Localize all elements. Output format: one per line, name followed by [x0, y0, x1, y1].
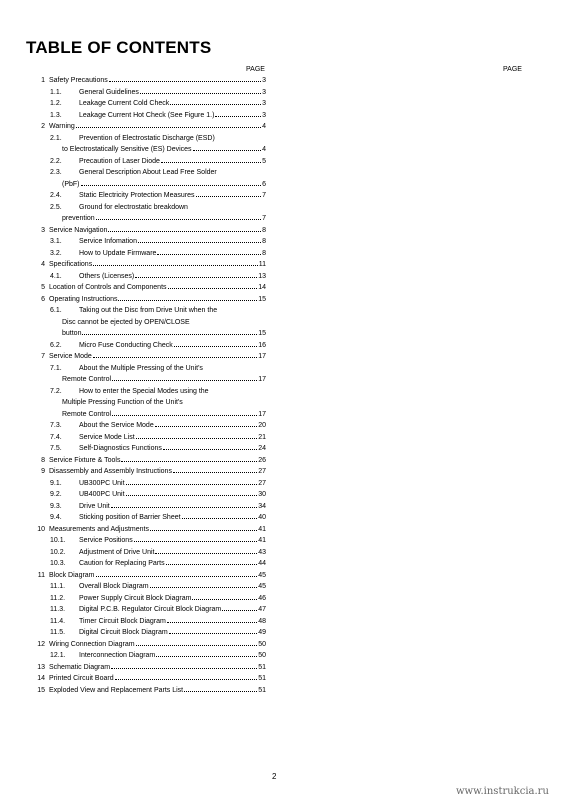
- toc-entry[interactable]: [26, 374, 266, 386]
- toc-entry-number: 3.2.: [50, 249, 62, 257]
- toc-entry-label: Taking out the Disc from Drive Unit when the: [79, 307, 218, 314]
- toc-entry[interactable]: [26, 317, 266, 329]
- toc-dot-leader: [155, 553, 257, 554]
- toc-entry-number: 1.3.: [50, 111, 62, 119]
- toc-entry-number: 2: [41, 123, 45, 130]
- toc-entry-number: 7: [41, 353, 45, 360]
- toc-entry[interactable]: [26, 604, 266, 616]
- toc-entry-page: 8: [262, 249, 266, 257]
- toc-dot-leader: [157, 254, 261, 255]
- toc-entry-number: 9.2.: [50, 491, 62, 498]
- toc-entry-label: Sticking position of Barrier Sheet: [79, 514, 181, 521]
- toc-entry-number: 7.5.: [50, 445, 62, 452]
- toc-entry-label: Caution for Replacing Parts: [79, 560, 165, 567]
- toc-entry-page: 11: [258, 261, 266, 268]
- toc-entry-number: 6.2.: [50, 341, 62, 349]
- toc-entry-label: Service Infomation: [79, 238, 137, 245]
- toc-entry-number: 11.4.: [50, 617, 66, 625]
- toc-entry-page: 30: [258, 491, 266, 498]
- toc-entry-label: Printed Circuit Board: [49, 675, 114, 682]
- toc-entry-number: 12.1.: [50, 652, 66, 659]
- toc-dot-leader: [111, 507, 257, 508]
- toc-entry-page: 7: [262, 192, 266, 199]
- toc-entry-page: 15: [258, 330, 266, 337]
- toc-entry-number: 5: [41, 284, 45, 291]
- toc-entry[interactable]: [26, 110, 266, 122]
- toc-entry-label: Micro Fuse Conducting Check: [79, 341, 173, 349]
- toc-dot-leader: [174, 346, 257, 347]
- toc-entry-label: Overall Block Diagram: [79, 583, 149, 590]
- toc-dot-leader: [163, 449, 257, 450]
- toc-entry-number: 2.5.: [50, 203, 62, 211]
- toc-entry-page: 8: [262, 238, 266, 245]
- toc-entry-page: 20: [258, 422, 266, 429]
- toc-entry-number: 13: [37, 663, 45, 671]
- toc-entry-page: 40: [258, 514, 266, 521]
- toc-entry-label: Ground for electrostatic breakdown: [79, 203, 188, 211]
- toc-entry-number: 10.3.: [50, 560, 66, 567]
- toc-entry[interactable]: [26, 535, 266, 547]
- toc-dot-leader: [169, 633, 258, 634]
- toc-entry-label: Power Supply Circuit Block Diagram: [79, 594, 192, 602]
- toc-entry-number: 9.1.: [50, 479, 62, 487]
- toc-entry[interactable]: [26, 236, 266, 248]
- toc-entry-number: 10.2.: [50, 548, 66, 556]
- toc-entry-page: 4: [262, 146, 266, 153]
- toc-entry[interactable]: [26, 627, 266, 639]
- toc-entry-label: Service Positions: [79, 537, 133, 544]
- toc-entry[interactable]: [26, 156, 266, 168]
- toc-entry-label: Safety Precautions: [49, 77, 108, 84]
- toc-entry-page: 45: [258, 571, 266, 579]
- toc-entry[interactable]: [26, 432, 266, 444]
- toc-entry-label: UB400PC Unit: [79, 491, 125, 498]
- toc-entry-page: 17: [258, 376, 266, 383]
- toc-entry-page: 27: [258, 479, 266, 487]
- toc-entry-label: General Description About Lead Free Solder: [79, 169, 217, 176]
- toc-entry-number: 11.3.: [50, 606, 66, 613]
- toc-entry[interactable]: [26, 87, 266, 99]
- toc-dot-leader: [140, 93, 261, 94]
- toc-entry-label: Leakage Current Cold Check: [79, 100, 170, 107]
- toc-dot-leader: [150, 587, 258, 588]
- toc-entry-label: Warning: [49, 123, 75, 130]
- toc-entry-page: 3: [262, 100, 266, 107]
- toc-dot-leader: [168, 288, 258, 289]
- toc-dot-leader: [121, 461, 257, 462]
- toc-entry[interactable]: [26, 98, 266, 110]
- toc-entry[interactable]: [26, 179, 266, 191]
- toc-dot-leader: [93, 265, 258, 266]
- toc-entry-label: to Electrostatically Sensitive (ES) Devices: [62, 146, 192, 153]
- toc-dot-leader: [112, 380, 257, 381]
- toc-entry[interactable]: [26, 328, 266, 340]
- toc-entry[interactable]: [26, 501, 266, 513]
- toc-dot-leader: [109, 81, 261, 82]
- toc-dot-leader: [173, 472, 257, 473]
- toc-entry-label: How to Update Firmware: [79, 249, 157, 257]
- toc-entry-number: 10: [37, 525, 45, 533]
- toc-entry-number: 6.1.: [50, 307, 62, 314]
- toc-dot-leader: [150, 530, 257, 531]
- toc-entry-page: 6: [262, 180, 266, 188]
- toc-dot-leader: [118, 300, 257, 301]
- toc-entry-number: 6: [41, 295, 45, 303]
- toc-entry-label: Service Navigation: [49, 226, 108, 234]
- toc-entry-number: 10.1.: [50, 537, 66, 544]
- toc-entry-page: 4: [262, 123, 266, 130]
- toc-entry-label: Others (Licenses): [79, 272, 135, 280]
- toc-entry-label: Schematic Diagram: [49, 663, 111, 671]
- toc-entry[interactable]: [26, 443, 266, 455]
- toc-entry-label: (PbF): [62, 180, 80, 188]
- toc-entry[interactable]: [26, 524, 266, 536]
- toc-entry-label: UB300PC Unit: [79, 479, 125, 487]
- toc-entry-label: Service Mode List: [79, 433, 135, 441]
- toc-entry-number: 3: [41, 226, 45, 234]
- toc-entry-label: button: [62, 330, 82, 337]
- page-column-header-left: PAGE: [246, 66, 265, 73]
- toc-entry-label: Timer Circuit Block Diagram: [79, 617, 166, 625]
- toc-entry-label: Service Mode: [49, 353, 92, 360]
- toc-dot-leader: [108, 231, 261, 232]
- toc-entry-label: Prevention of Electrostatic Discharge (ESD): [79, 134, 215, 142]
- toc-entry[interactable]: [26, 593, 266, 605]
- toc-entry-page: 17: [258, 353, 266, 360]
- toc-entry[interactable]: [26, 616, 266, 628]
- toc-dot-leader: [81, 185, 262, 186]
- toc-entry-number: 7.3.: [50, 422, 62, 429]
- toc-dot-leader: [135, 277, 257, 278]
- page-column-header-right: PAGE: [503, 66, 522, 73]
- toc-dot-leader: [136, 438, 258, 439]
- toc-entry[interactable]: [26, 305, 266, 317]
- toc-entry-number: 2.3.: [50, 169, 62, 176]
- toc-entry-number: 7.2.: [50, 387, 62, 395]
- toc-entry-page: 34: [258, 502, 266, 510]
- toc-entry-number: 1: [41, 77, 45, 84]
- toc-entry-number: 2.4.: [50, 192, 62, 199]
- toc-entry[interactable]: [26, 225, 266, 237]
- page-title: TABLE OF CONTENTS: [26, 38, 212, 57]
- toc-entry-label: Digital P.C.B. Regulator Circuit Block Diagram: [79, 606, 222, 613]
- toc-dot-leader: [196, 196, 262, 197]
- toc-entry-page: 47: [258, 606, 266, 613]
- toc-entry[interactable]: [26, 558, 266, 570]
- toc-entry[interactable]: [26, 121, 266, 133]
- toc-entry[interactable]: [26, 144, 266, 156]
- toc-entry-page: 50: [258, 652, 266, 659]
- toc-entry-label: Specifications: [49, 261, 93, 268]
- toc-entry-label: Disassembly and Assembly Instructions: [49, 468, 172, 475]
- toc-entry-label: Block Diagram: [49, 571, 95, 579]
- toc-entry-number: 11.1.: [50, 583, 66, 590]
- toc-entry[interactable]: [26, 167, 266, 179]
- toc-entry-number: 11.5.: [50, 629, 66, 636]
- toc-entry[interactable]: [26, 420, 266, 432]
- toc-entry-label: Static Electricity Protection Measures: [79, 192, 195, 199]
- toc-entry[interactable]: [26, 512, 266, 524]
- toc-entry-number: 14: [37, 675, 45, 682]
- toc-entry[interactable]: [26, 259, 266, 271]
- toc-dot-leader: [167, 622, 257, 623]
- toc-dot-leader: [126, 495, 258, 496]
- toc-entry-page: 26: [258, 456, 266, 464]
- toc-entry-number: 4.1.: [50, 272, 62, 280]
- toc-dot-leader: [182, 518, 258, 519]
- toc-dot-leader: [161, 162, 261, 163]
- toc-entry-page: 48: [258, 617, 266, 625]
- toc-entry-label: Disc cannot be ejected by OPEN/CLOSE: [62, 318, 190, 326]
- toc-entry[interactable]: [26, 340, 266, 352]
- toc-entry-label: Operating Instructions: [49, 295, 118, 303]
- toc-entry[interactable]: [26, 213, 266, 225]
- toc-entry[interactable]: [26, 547, 266, 559]
- toc-entry[interactable]: [26, 455, 266, 467]
- toc-dot-leader: [111, 668, 257, 669]
- toc-entry-page: 3: [262, 77, 266, 84]
- toc-entry-number: 7.4.: [50, 433, 62, 441]
- toc-entry-label: Leakage Current Hot Check (See Figure 1.): [79, 111, 215, 119]
- toc-dot-leader: [112, 415, 257, 416]
- toc-entry-number: 12: [37, 640, 45, 648]
- toc-entry-label: Location of Controls and Components: [49, 284, 167, 291]
- toc-entry-label: Precaution of Laser Diode: [79, 157, 160, 165]
- toc-entry-page: 41: [258, 525, 266, 533]
- toc-entry-number: 2.2.: [50, 157, 62, 165]
- toc-dot-leader: [138, 242, 261, 243]
- toc-entry[interactable]: [26, 271, 266, 283]
- toc-entry-label: Interconnection Diagram: [79, 652, 156, 659]
- toc-entry[interactable]: [26, 673, 266, 685]
- toc-dot-leader: [193, 150, 262, 151]
- toc-entry[interactable]: [26, 489, 266, 501]
- toc-entry[interactable]: [26, 133, 266, 145]
- toc-dot-leader: [170, 104, 261, 105]
- toc-entry-page: 41: [258, 537, 266, 544]
- toc-entry-label: General Guidelines: [79, 88, 139, 96]
- watermark: www.instrukcia.ru: [456, 786, 549, 797]
- toc-dot-leader: [215, 116, 261, 117]
- toc-dot-leader: [96, 576, 258, 577]
- toc-entry-page: 45: [258, 583, 266, 590]
- toc-entry[interactable]: [26, 650, 266, 662]
- toc-entry[interactable]: [26, 478, 266, 490]
- toc-entry[interactable]: [26, 294, 266, 306]
- toc-entry-page: 51: [258, 663, 266, 671]
- toc-entry-page: 8: [262, 226, 266, 234]
- toc-entry[interactable]: [26, 190, 266, 202]
- toc-entry[interactable]: [26, 351, 266, 363]
- toc-entry-label: Digital Circuit Block Diagram: [79, 629, 168, 636]
- toc-dot-leader: [156, 656, 257, 657]
- toc-entry-label: Adjustment of Drive Unit: [79, 548, 155, 556]
- toc-dot-leader: [93, 357, 257, 358]
- toc-entry[interactable]: [26, 386, 266, 398]
- toc-entry-label: Remote Control: [62, 410, 112, 418]
- toc-entry[interactable]: [26, 570, 266, 582]
- toc-entry-page: 3: [262, 88, 266, 96]
- toc-dot-leader: [192, 599, 257, 600]
- toc-entry-label: prevention: [62, 215, 95, 222]
- toc-entry-number: 4: [41, 261, 45, 268]
- toc-dot-leader: [126, 484, 258, 485]
- toc-entry-label: Drive Unit: [79, 502, 110, 510]
- toc-entry-page: 15: [258, 295, 266, 303]
- toc-entry-page: 49: [258, 629, 266, 636]
- toc-entry[interactable]: [26, 685, 266, 697]
- toc-entry-page: 21: [258, 433, 266, 441]
- toc-entry-label: About the Multiple Pressing of the Unit's: [79, 364, 203, 372]
- toc-dot-leader: [136, 645, 258, 646]
- footer-page-number: 2: [272, 772, 277, 781]
- toc-dot-leader: [184, 691, 257, 692]
- toc-entry-number: 9.4.: [50, 514, 62, 521]
- toc-dot-leader: [115, 679, 258, 680]
- toc-entry-page: 3: [262, 111, 266, 119]
- toc-entry[interactable]: [26, 248, 266, 260]
- toc-entry-page: 14: [258, 284, 266, 291]
- toc-entry-label: Service Fixture & Tools: [49, 456, 121, 464]
- toc-entry-label: Measurements and Adjustments: [49, 525, 149, 533]
- toc-entry-number: 1.1.: [50, 88, 62, 96]
- toc-dot-leader: [155, 426, 257, 427]
- toc-entry-number: 8: [41, 456, 45, 464]
- toc-entry[interactable]: [26, 581, 266, 593]
- toc-entry[interactable]: [26, 75, 266, 87]
- toc-entry-number: 9: [41, 468, 45, 475]
- toc-entry-number: 3.1.: [50, 238, 62, 245]
- toc-entry-page: 24: [258, 445, 266, 452]
- toc-entry-page: 50: [258, 640, 266, 648]
- toc-entry-number: 15: [37, 686, 45, 694]
- table-of-contents: [26, 75, 266, 696]
- toc-dot-leader: [82, 334, 257, 335]
- toc-entry[interactable]: [26, 409, 266, 421]
- toc-entry[interactable]: [26, 662, 266, 674]
- toc-entry-page: 51: [258, 686, 266, 694]
- toc-entry-number: 2.1.: [50, 134, 62, 142]
- toc-entry-page: 27: [258, 468, 266, 475]
- toc-dot-leader: [96, 219, 261, 220]
- toc-entry-number: 1.2.: [50, 100, 62, 107]
- toc-entry-page: 16: [258, 341, 266, 349]
- toc-dot-leader: [166, 564, 258, 565]
- toc-entry-number: 11: [37, 571, 45, 579]
- toc-entry-label: Wiring Connection Diagram: [49, 640, 135, 648]
- toc-entry-page: 5: [262, 157, 266, 165]
- toc-entry[interactable]: [26, 202, 266, 214]
- toc-entry-page: 43: [258, 548, 266, 556]
- toc-entry-number: 11.2.: [50, 594, 66, 602]
- toc-entry-page: 44: [258, 560, 266, 567]
- toc-entry-page: 13: [258, 272, 266, 280]
- toc-entry[interactable]: [26, 466, 266, 478]
- toc-entry[interactable]: [26, 639, 266, 651]
- toc-entry-page: 46: [258, 594, 266, 602]
- toc-entry-label: How to enter the Special Modes using the: [79, 387, 209, 395]
- toc-entry-label: Exploded View and Replacement Parts List: [49, 686, 184, 694]
- toc-entry[interactable]: [26, 282, 266, 294]
- toc-entry-page: 7: [262, 215, 266, 222]
- toc-dot-leader: [222, 610, 257, 611]
- toc-entry-number: 9.3.: [50, 502, 62, 510]
- toc-entry[interactable]: [26, 363, 266, 375]
- toc-entry-page: 17: [258, 410, 266, 418]
- toc-entry[interactable]: [26, 397, 266, 409]
- toc-dot-leader: [134, 541, 258, 542]
- toc-entry-page: 51: [258, 675, 266, 682]
- toc-dot-leader: [76, 127, 261, 128]
- toc-entry-number: 7.1.: [50, 364, 62, 372]
- toc-entry-label: Remote Control: [62, 376, 112, 383]
- toc-entry-label: Multiple Pressing Function of the Unit's: [62, 399, 183, 406]
- toc-entry-label: Self-Diagnostics Functions: [79, 445, 162, 452]
- toc-entry-label: About the Service Mode: [79, 422, 154, 429]
